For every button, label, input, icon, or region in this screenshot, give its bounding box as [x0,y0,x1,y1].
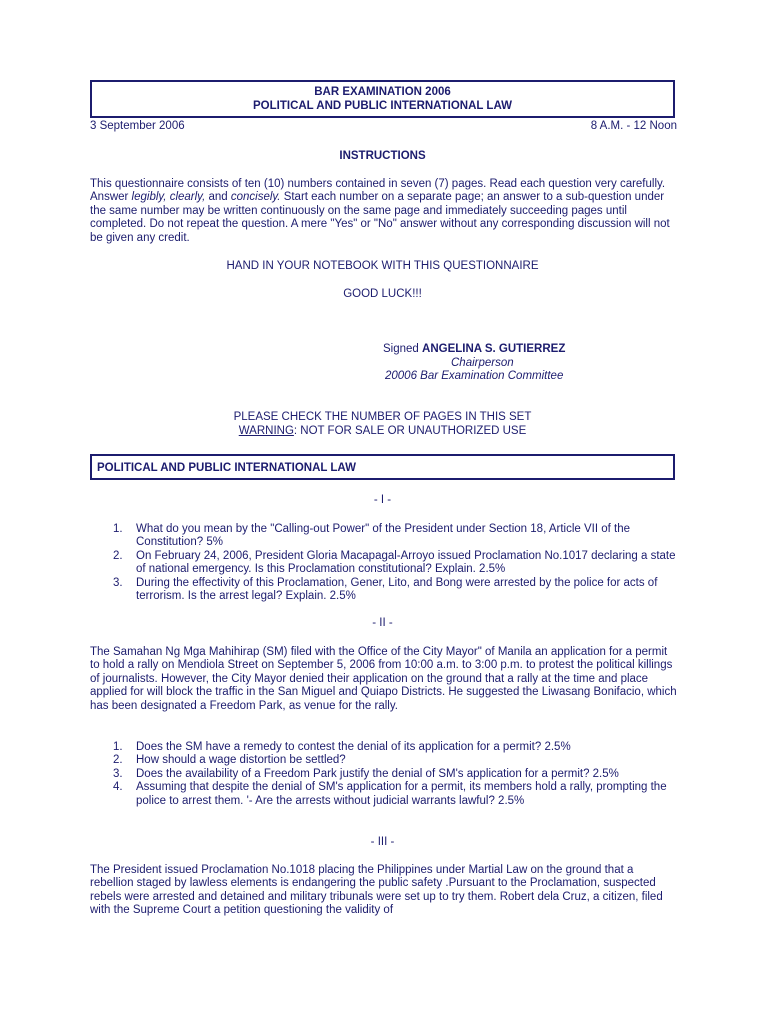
signatory-committee: 20006 Bar Examination Committee [385,370,564,382]
exam-time: 8 A.M. - 12 Noon [590,120,677,132]
question-item [90,550,680,577]
exam-title: BAR EXAMINATION 2006 [314,86,451,98]
question-text: On February 24, 2006, President Gloria Macapagal-Arroyo issued Proclamation No.1017 declaring a state of national emergency. Is this Proclamation constitutional? Explain. 2.5% [136,549,676,576]
question-text: Assuming that despite the denial of SM's application for a permit, its members hold a rally, prompting the police to arrest them. '- Are the arrests without judicial warrants lawful? 2.5% [136,781,667,807]
question-number: 4. [113,781,123,794]
question-item [90,754,680,767]
question-number: 2. [113,754,123,767]
instructions-clearly: clearly, [169,191,206,204]
part-1-marker: - I - [373,494,392,506]
instructions-heading: INSTRUCTIONS [339,150,426,162]
question-text: During the effectivity of this Proclamation, Gener, Lito, and Bong were arrested by the police for acts of terrorism. Is the arrest legal? Explain. 2.5% [136,576,658,603]
instructions-text-2: Start each number on a separate page; an answer to a sub-question under the same number may be written continuously on the same page and immediately succeeding pages until completed. Do not repeat the question. A mere "Yes" or "No" answer without any corresponding discussion will not be given any credit. [90,191,670,244]
question-text: What do you mean by the "Calling-out Power" of the President under Section 18, Article VII of the Constitution? 5% [136,523,630,549]
section-title: POLITICAL AND PUBLIC INTERNATIONAL LAW [97,462,356,474]
question-item [90,781,680,808]
question-text: How should a wage distortion be settled? [136,754,346,767]
exam-date: 3 September 2006 [90,120,185,132]
date-time-row [90,120,677,133]
question-item [90,577,680,604]
question-number: 3. [113,767,123,780]
part-3-marker: - III - [370,836,395,848]
instructions-and: and [205,191,231,204]
part-2-marker: - II - [372,617,393,629]
good-luck: GOOD LUCK!!! [343,288,422,300]
check-pages-notice: PLEASE CHECK THE NUMBER OF PAGES IN THIS SET [233,411,532,423]
part-3-paragraph: The President issued Proclamation No.1018 placing the Philippines under Martial Law on the ground that a rebellion staged by lawless elements is endangering the public safety .Pursuant to the Proclamation, suspected rebels were arrested and detained and military tribunals were set up to try them. Robert dela Cruz, a citizen, filed with the Supreme Court a petition questioning the validity of [90,864,663,917]
part-2-paragraph: The Samahan Ng Mga Mahihirap (SM) filed with the Office of the City Mayor" of Manila an application for a permit to hold a rally on Mendiola Street on September 5, 2006 from 10:00 a.m. to 3:00 p.m. to protest the political killings of journalists. However, the City Mayor denied their application on the ground that a rally at the time and place applied for will block the traffic in the San Miguel and Quiapo Districts. He suggested the Liwasang Bonifacio, which has been designated a Freedom Park, as venue for the rally. [90,646,677,712]
warning-notice [90,425,675,438]
question-text: Does the SM have a remedy to contest the denial of its application for a permit? 2.5% [136,741,571,753]
part-2-question-list [90,741,680,808]
exam-subject: POLITICAL AND PUBLIC INTERNATIONAL LAW [253,100,512,112]
hand-in-notice: HAND IN YOUR NOTEBOOK WITH THIS QUESTIONNAIRE [226,260,539,272]
question-number: 1. [113,741,123,753]
question-item [90,768,680,781]
section-title-box [90,454,675,480]
instructions-legibly: legibly, [131,191,167,204]
question-number: 3. [113,576,123,589]
warning-text: : NOT FOR SALE OR UNAUTHORIZED USE [293,425,527,437]
exam-header-box [90,80,675,118]
instructions-concisely: concisely. [230,191,281,204]
question-text: Does the availability of a Freedom Park justify the denial of SM's application for a permit? 2.5% [136,767,619,780]
warning-label: WARNING [238,425,294,437]
question-number: 2. [113,549,123,562]
instructions-text-1: This questionnaire consists of ten (10) numbers contained in seven (7) pages. Read each question very carefully. Answer [90,178,666,204]
question-item [90,523,680,550]
signature-block [383,343,603,384]
signatory-name: ANGELINA S. GUTIERREZ [422,343,566,355]
question-item [90,741,680,754]
signatory-title: Chairperson [451,356,514,369]
instructions-paragraph [90,178,678,245]
question-number: 1. [113,523,123,535]
signed-label: Signed [383,343,423,355]
part-1-question-list [90,523,680,603]
